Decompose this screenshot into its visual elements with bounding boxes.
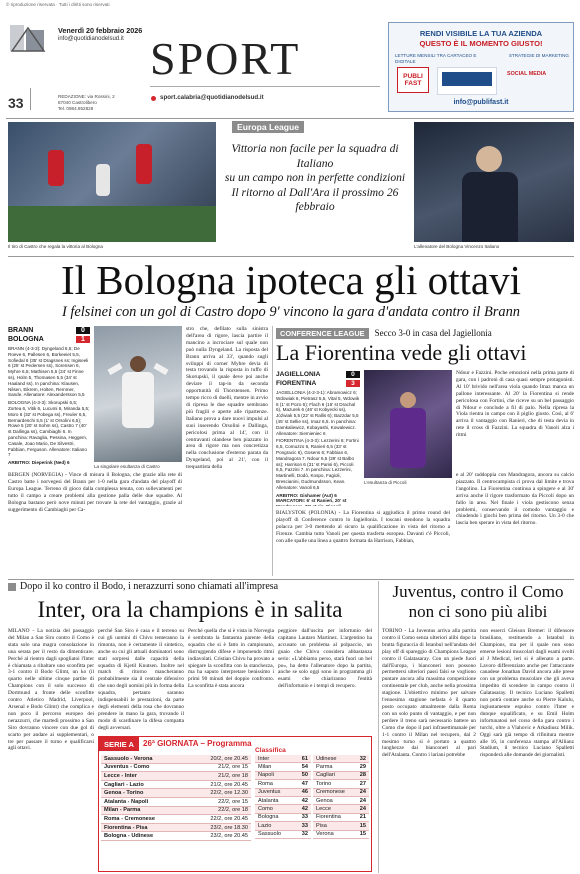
standings-team: Inter — [258, 755, 270, 762]
standings-right — [313, 755, 369, 839]
standings-points: 32 — [359, 755, 366, 762]
standings-row — [255, 755, 311, 763]
standings-row — [313, 789, 369, 797]
standings-points: 27 — [359, 780, 366, 787]
team-away: BOLOGNA — [8, 336, 44, 343]
inter-article-col4: peggiore dall'uscita per infortunio del capitano Lautaro Martinez. L'argentino ha accusato un problema al polpaccio, un guaio che Chivu considera abbastanza serio: «L'abbiamo perso, starà fuori un bel po», ha detto l'allenatore dopo la partita, anche se solo oggi sono in programma gli esami che chiariranno l'entità dell'infortunio e i tempi di recupero. — [278, 628, 372, 690]
masthead-email: info@quotidianodelsud.it — [58, 36, 124, 42]
standings-team: Sassuolo — [258, 831, 282, 838]
standings-row — [255, 805, 311, 813]
fixture-time: 22/2, ore 20.45 — [210, 815, 248, 822]
standings-team: Como — [258, 806, 273, 813]
standings-team: Juventus — [258, 789, 281, 796]
fixture-row — [101, 764, 251, 773]
piccoli-photo — [364, 370, 452, 478]
standings-row — [313, 755, 369, 763]
inter-article-col2: perché San Siro è casa e il terreno su cui gli uomini di Chivu tenteranno la rimonta, non è certamente il sintetico, anche su cui gli attuali dominatori sono stati sorpresi dalle capacità della squadra di Kjetil Knutsen. Inoltre nel match di ritorno mancheranno probabilmente sia il centrale difensivo che uno degli uomini più in forma della squadra, pertanto saranno indispensabili le prestazioni, da parte degli elementi della rosa che dovranno prendere in mano la gara, trovando il modo di scardinare la difesa compatta degli avversari. — [98, 628, 184, 731]
standings-points: 42 — [301, 806, 308, 813]
issue-date: Venerdì 20 febbraio 2026 — [58, 26, 143, 35]
conf-team-away: FIORENTINA — [276, 380, 317, 387]
ad-email: info@publifast.it — [453, 99, 509, 106]
fixture-row — [101, 832, 251, 841]
inter-article-col1: MILANO - La notizia del passaggio del Milan a San Siro contro il Como è stata solo una magra consolazione in una serata per il resto da dimenticare. Perché al rientro dagli spogliatoi l'Inter è chiamata a ribaltare uno sconfitta per 3-1 contro il Bodo Glimt, un ko (il quarto nelle ultime cinque partite di Champions con il solo successo di Dortmund a fronte delle sconfitte contro Atletico Madrid, Liverpool, Arsenal e Bodo Glimt) che complica e non poco il percorso europeo dei nerazzurri, che martedì prossimo a San Siro dovranno vincere con due gol di scarto per andare ai supplementari, o tre per passare il turno e qualificarsi agli ottavi. — [8, 628, 94, 752]
section-rule — [150, 86, 380, 87]
conference-article-col3: e al 20' raddoppia con Mandragora, ancora su calcio piazzato. Il centrocampista ci prova dal limite e trova l'angolino. La Fiorentina continua a spingere e al 30' arriva anche il rigore trasformato da Piccoli dopo un fallo in area. Nel finale i viola gestiscono senza problemi, conservando il comodo vantaggio e chiudendo i giochi ben prima del ritorno. Un 3-0 che lascia ben sperare in vista del ritorno. — [456, 472, 574, 527]
standings-team: Torino — [316, 780, 332, 787]
bologna-article-col2: stro che, defilato sulla sinistra dell'area di rigore, lascia partire il mancino a incrociare sul quale non può nulla Dyngeland. La risposta del Brann arriva al 33', quando sugli sviluppi di corner Myhre devia di testa trovando la risposta in tuffo di Skorupski, il quale deve poi anche deviare il tap-in da seconda opportunità di Thorstensen. Primo tempo ricco di duelli, mentre in avvio di ripresa le due squadre sembrano più fragili e aperte alle ripartenze. Italiano prova a dare nuovi impulsi al suoi inserendo Orsolini e Dallinga, pericolosi prima al 14', con il centravanti olandese ben piazzato in area di rigore ma non concretizza nella conclusione d'esterno parata da Dyngeland, poi al 21', con il trequartista della — [186, 326, 268, 471]
conference-kicker-bar — [276, 327, 574, 339]
jagiellonia-fiorentina-scoreboard — [276, 370, 360, 388]
standings-team: Lecce — [316, 806, 331, 813]
ad-bullet2: STRATEGIE DI MARKETING — [508, 53, 569, 58]
fixture-teams: Sassuolo - Verona — [104, 755, 153, 762]
fixture-time: 21/2, ore 20.45 — [210, 781, 248, 788]
standings-team: Parma — [316, 764, 333, 771]
standings-row — [313, 822, 369, 830]
standings-points: 24 — [359, 797, 366, 804]
standings-row — [255, 763, 311, 771]
serie-a-label: SERIE A — [99, 737, 139, 751]
fixture-teams: Cagliari - Lazio — [104, 781, 144, 788]
conference-marcatori: MARCATORI: 6' st Ranieri, 20' st — [276, 498, 347, 504]
conf-score-row-home — [276, 370, 360, 379]
fixture-teams: Roma - Cremonese — [104, 815, 155, 822]
fixture-teams: Milan - Parma — [104, 807, 141, 814]
standings-points: 47 — [301, 780, 308, 787]
ad-line2: QUESTO È IL MOMENTO GIUSTO! — [419, 39, 543, 48]
standings-team: Udinese — [316, 755, 337, 762]
logo-icon — [8, 22, 48, 56]
page-number: 33 — [8, 95, 24, 111]
conf-score-home: 0 — [346, 371, 360, 378]
column-divider — [272, 326, 273, 576]
fixture-time: 23/2, ore 20.45 — [210, 833, 248, 840]
standings-points: 29 — [359, 764, 366, 771]
standings-team: Bologna — [258, 814, 279, 821]
standings-row — [255, 780, 311, 788]
fixture-row — [101, 807, 251, 816]
standings-row — [255, 772, 311, 780]
juventus-title-line2: non ci sono più alibi — [408, 602, 548, 621]
lower-section-rule — [8, 579, 574, 580]
score-row-away — [8, 335, 90, 344]
fixture-time: 20/2, ore 20.45 — [210, 755, 248, 762]
team-home: BRANN — [8, 327, 34, 334]
standings-points: 21 — [359, 814, 366, 821]
europa-headline — [222, 142, 408, 215]
europa-headline-line1: Vittoria non facile per la squadra di Italiano — [231, 142, 399, 170]
standings-points: 15 — [359, 831, 366, 838]
europa-caption-left: Il tiro di Castro che regala la vittoria al Bologna — [8, 244, 103, 249]
fixture-row — [101, 815, 251, 824]
fixture-teams: Atalanta - Napoli — [104, 798, 149, 805]
fixture-time: 23/2, ore 18.30 — [210, 824, 248, 831]
standings-team: Genoa — [316, 797, 333, 804]
masthead-divider — [30, 88, 31, 110]
europa-kicker: Europa League — [232, 121, 304, 133]
fixture-row — [101, 789, 251, 798]
castro-celebration-photo — [94, 326, 182, 462]
score-home: 0 — [76, 327, 90, 334]
standings-row — [313, 797, 369, 805]
standings-row — [255, 831, 311, 839]
standings-label: Classifica — [255, 747, 286, 754]
bologna-article-col1: BERGEN (NORVEGIA) - Vince di misura il Bologna, che grazie alla rete di Castro batte i norvegesi del Brann per 1-0 nella gara d'andata del playoff di Europa League. Terreno di gioco dalla complessa tenuta, con sollevamenti per tutto il campo a creare problemi alla gestione palla delle due squadre. Al Bologna bastano però nove minuti per trovare la rete del vantaggio, grazie al suggerimento di Cambiaghi per Ca- — [8, 472, 182, 513]
main-title: Il Bologna ipoteca gli ottavi — [60, 257, 521, 303]
standings-row — [313, 780, 369, 788]
conference-article-col1: BIALYSTOK (POLONIA) - La Fiorentina si aggiudica il primo round del playoff di Conference contro lo Jagiellonia. I toscani stendono la squadra polacca per 3-0 mettendo al sicuro la qualificazione in vista del ritorno a Firenze. Cambia tutto Vanoli per questa trasferta europea. Davanti c'è Piccoli, con alle spalle una linea a quattro formata da Harrison, Fabbian, — [276, 510, 450, 544]
standings-team: Verona — [316, 831, 334, 838]
lineup-jagiellonia: JAGIELLONIA (4-2-3-1): Abramowicz 6; Wdowiak 6, Pietrasz 5,5, Vital 5, Wdowik 6 (1' st Pozo 6); Flach 6 (15' st Drachal 6), Mazurek 6 (46' st Kobyecki ss), Jóźwiak 5,5 (22' st Rallis 6); Bazzdar 5,5 (45' st Sellie ss), Imaz 6,5. In panchina: Damkaliewicz, Kobayashi, Kowalewicz. Allenatore: Siemieniec 6 — [276, 390, 360, 436]
juventus-article-col2: non esserci Gleison Bremer: il difensore brasiliano, restituendo a Istanbul in Champions, ma per il quale non sono emerse lesioni muscolari dagli esami svolti al J Medical, ieri si è allenato a parte. Lavoro differenziato anche per l'attaccante canadese Jonathan David ancora alle prese con un problema muscolare che gli aveva impedito di scendere in campo contro il Galatasaray. Il tecnico Luciano Spalletti non potrà contare anche su Pierre Kalulu, ingiustamente espulso contro l'Inter e dunque squalificato, e su Emil Holm infortunatosi nel corso della gara contro i turchi, oltre a Vlahovic e Arkadiusz Milik. Oggi sarà già tempo di rifinitura mentre alle 16, in conferenza stampa all'Allianz Stadium, il tecnico Luciano Spalletti risponderà alle domande dei giornalisti. — [480, 628, 574, 759]
conf-score-row-away — [276, 379, 360, 388]
standings-row — [255, 822, 311, 830]
section-title: SPORT — [150, 33, 301, 84]
lineup-bologna: BOLOGNA (4-3-3): Skorupski 6,5; Zortea 6, Vitik 6, Lucumi 6, Miranda 5,5; Moro 6 (32' st Pobega ss), Freuler 6,5, Bernardeschi 5,5 (1' st Orsolini 6,5); Rowe 5 (20' st Sohm ss), Castro 7 (40' st Dallinga ss), Cambiaghi 6. In panchina: Ravaglia, Pessina, Heggem, Casale, Joao Mario, De Silvestri, Fabbian, Ferguson. Allenatore: Italiano 7 — [8, 400, 90, 458]
serie-a-fixtures — [101, 755, 251, 841]
redazione-city: 87040 Castrolibero — [58, 99, 97, 105]
standings-row — [313, 805, 369, 813]
fixture-teams: Lecce - Inter — [104, 772, 137, 779]
serie-a-box — [98, 736, 372, 872]
copyright-note: © riproduzione riservata · Tutti i diritti sono riservati — [6, 2, 110, 7]
conference-lineups — [276, 390, 360, 506]
castro-caption: La singolare esultanza di Castro — [94, 464, 160, 469]
standings-team: Lazio — [258, 822, 272, 829]
juventus-article-col1: TORINO - La Juventus arriva alla partita contro il Como senza ulteriori alibi dopo la brutta figuraccia di Istanbul nell'andata del play off di spareggio di Champions League contro il Galatasaray. Con un piede fuori dall'Europa, i bianconeri non possono permettersi ulteriori passi falsi se vogliono puntare ancora alla massima competizione continentale per club, anche nella prossima stagione. L'obiettivo minimo per salvare l'ennesima stagione nefasta è il quarto posto occupato attualmente dalla Roma con un solo punto di vantaggio, e per non perdere il treno sarà necessario battere un Como che dopo il pari infrasettimanale per 1-1 contro il Milan nel recupero, dal 2 mesimo turno si è portato a quattro lunghezze dai bianconeri al pari dell'Atalanta. Contro i lariani potrebbe — [382, 628, 476, 759]
redazione-line: REDAZIONE: via Rossini, 2 — [58, 94, 115, 99]
fixture-time: 21/2, ore 18 — [218, 772, 248, 779]
section-divider — [6, 118, 574, 119]
conference-title: La Fiorentina vede gli ottavi — [276, 340, 527, 365]
redazione-block — [58, 94, 148, 111]
standings-team: Pisa — [316, 822, 327, 829]
fixture-time: 22/2, ore 15 — [218, 798, 248, 805]
standings-team: Cagliari — [316, 772, 335, 779]
fixture-time: 22/2, ore 12.30 — [210, 790, 248, 797]
fixture-teams: Bologna - Udinese — [104, 833, 154, 840]
italiano-photo — [414, 122, 574, 242]
fixture-row — [101, 772, 251, 781]
lineup-fiorentina: FIORENTINA (4-3-3): Lezzerini 6; Fortini 6,5, Comuzzo 6, Ranieri 6,5 (33' st Pongracic 6), Gosens 6; Fabbian 6, Mandragora 7, Ndour 6,5 (39' st Balbo ss); Harrison 6 (31' st Parisi 6), Piccoli 6,5, Fazzini 7. In panchina: Lezzerini, Martinelli, Dodò, Kospo, Fagioli, Brescianini, Gudmundsson, Kean. Allenatore: Vanoli 6,5 — [276, 438, 359, 490]
brann-bologna-scoreboard — [8, 326, 90, 344]
standings-row — [313, 814, 369, 822]
standings-points: 54 — [301, 764, 308, 771]
standings-points: 61 — [301, 755, 308, 762]
fixture-teams: Fiorentina - Pisa — [104, 824, 148, 831]
piccoli-caption: L'esultanza di Piccoli — [364, 480, 407, 485]
fixture-row — [101, 798, 251, 807]
score-row-home — [8, 326, 90, 335]
standings-team: Napoli — [258, 772, 274, 779]
serie-a-giornata: 26ª GIORNATA – Programma — [143, 739, 252, 748]
newspaper-logo — [8, 22, 48, 56]
standings-row — [255, 814, 311, 822]
inter-title: Inter, ora la champions è in salita — [37, 597, 343, 622]
standings-points: 32 — [301, 831, 308, 838]
europa-caption-right: L'allenatore del Bologna Vincenzo Italiano — [414, 244, 500, 249]
fixture-time: 22/2, ore 18 — [218, 807, 248, 814]
kicker-square-icon — [8, 583, 16, 591]
standings-row — [313, 772, 369, 780]
standings-points: 15 — [359, 822, 366, 829]
score-away: 1 — [76, 336, 90, 343]
standings-row — [313, 831, 369, 839]
standings-points: 33 — [301, 814, 308, 821]
brann-arbitro: ARBITRO: Dieperink (Ned) 6 — [8, 460, 70, 466]
standings-team: Fiorentina — [316, 814, 341, 821]
europa-headline-line3: Il ritorno al Dall'Ara il prossimo 26 febbraio — [231, 185, 399, 213]
brann-lineups — [8, 346, 90, 466]
standings-team: Atalanta — [258, 797, 279, 804]
conference-kicker-text: Secco 3-0 in casa del Jagiellonia — [374, 328, 492, 338]
conference-kicker: CONFERENCE LEAGUE — [276, 328, 369, 339]
ad-brand: PUBLI FAST — [403, 73, 423, 87]
inter-kicker: Dopo il ko contro il Bodo, i nerazzurri sono chiamati all'impresa — [20, 581, 279, 592]
standings-points: 24 — [359, 789, 366, 796]
fixture-time: 21/2, ore 15 — [218, 764, 248, 771]
fixture-teams: Genoa - Torino — [104, 790, 144, 797]
standings-points: 24 — [359, 806, 366, 813]
inter-article-col3: Perché quella che si è vista in Norvegia è sembrata la fantasma parente della squadra che si è fatto in campionato, distruggendo difese e imponendo ritmi indiavolati. Cristian Chivu ha provato a spiegare la sconfitta con la stanchezza, ma ha saputo interpretare benissimo i primi 90 minuti del doppio confronto. La sconfitta è stata ancora — [188, 628, 274, 690]
conference-arbitro: ARBITRO: Gishamer (Aut) 6 — [276, 492, 337, 498]
section-email: sport.calabria@quotidianodelsud.it — [160, 94, 264, 101]
standings-row — [255, 797, 311, 805]
standings-row — [255, 789, 311, 797]
redazione-phone: Tel. 0984.852828 — [58, 105, 94, 111]
ad-bullet1: LETTURE MENSILI TRA CARTACEO E DIGITALE — [395, 53, 477, 64]
standings-points: 28 — [359, 772, 366, 779]
standings-left — [255, 755, 311, 839]
publifast-ad[interactable] — [388, 22, 574, 112]
standings-team: Milan — [258, 764, 272, 771]
fixture-teams: Juventus - Como — [104, 764, 150, 771]
castro-shot-photo — [8, 122, 216, 242]
fixture-row — [101, 755, 251, 764]
ad-brand-box — [397, 67, 429, 93]
juventus-title-line1: Juventus, contro il Como — [392, 582, 564, 601]
juventus-title — [382, 582, 574, 622]
juve-divider — [378, 581, 379, 873]
fixture-row — [101, 824, 251, 833]
standings-points: 50 — [301, 772, 308, 779]
standings-points: 33 — [301, 822, 308, 829]
fixture-row — [101, 781, 251, 790]
main-subtitle: I felsinei con un gol di Castro dopo 9' vincono la gara d'andata contro il Brann — [62, 304, 520, 320]
ad-social-label: SOCIAL MEDIA — [507, 71, 547, 77]
ad-laptop-icon — [437, 67, 497, 95]
standings-team: Roma — [258, 780, 273, 787]
standings-row — [313, 763, 369, 771]
conf-score-away: 3 — [346, 380, 360, 387]
standings-team: Cremonese — [316, 789, 345, 796]
conf-team-home: JAGIELLONIA — [276, 371, 321, 378]
standings-points: 46 — [301, 789, 308, 796]
bullet-dot-icon — [151, 96, 156, 101]
lineup-brann: BRANN (4-3-3): Dyngeland 6,5; De Roeve 6, Pallesen 6, Borkeeiet 5,5, Sofiedal 6 (35' st Dragsnes ss; Ingiseeli 6 (25' st Pedersen ss), Sorensen 6, Myhre 6,5; Mathisen 5,5 (24' st Finne ss), Holm 5, Thomasen 5,5 (34' st Haaland ss). In panchina: Klausen, Nilsen, Eikrem, Holten, Remmer, Sande. Allenatore: Alexandersson 5,5 — [8, 346, 89, 398]
ad-line1: RENDI VISIBILE LA TUA AZIENDA — [419, 29, 543, 38]
europa-headline-line2: su un campo non in perfette condizioni — [224, 171, 406, 184]
standings-points: 42 — [301, 797, 308, 804]
conference-article-col2: Ndour e Fazzini. Poche emozioni nella prima parte di gara, con i padroni di casa quasi sempre protagonisti. Al 10' brivido nell'area viola quando Imaz manca un pallone interessante. Al 20' la Fiorentina si rende pericolosa con Fortini, che riceve su un bel passaggio di Ndour e conclude a fil di palo. Nella ripresa la Viola rientra in campo con il piglio giusto. Così, al 6' arriva il vantaggio con Ranieri, che di testa devia in rete il cross di Fazzini. La squadra di Vanoli alza i ritmi — [456, 370, 574, 439]
